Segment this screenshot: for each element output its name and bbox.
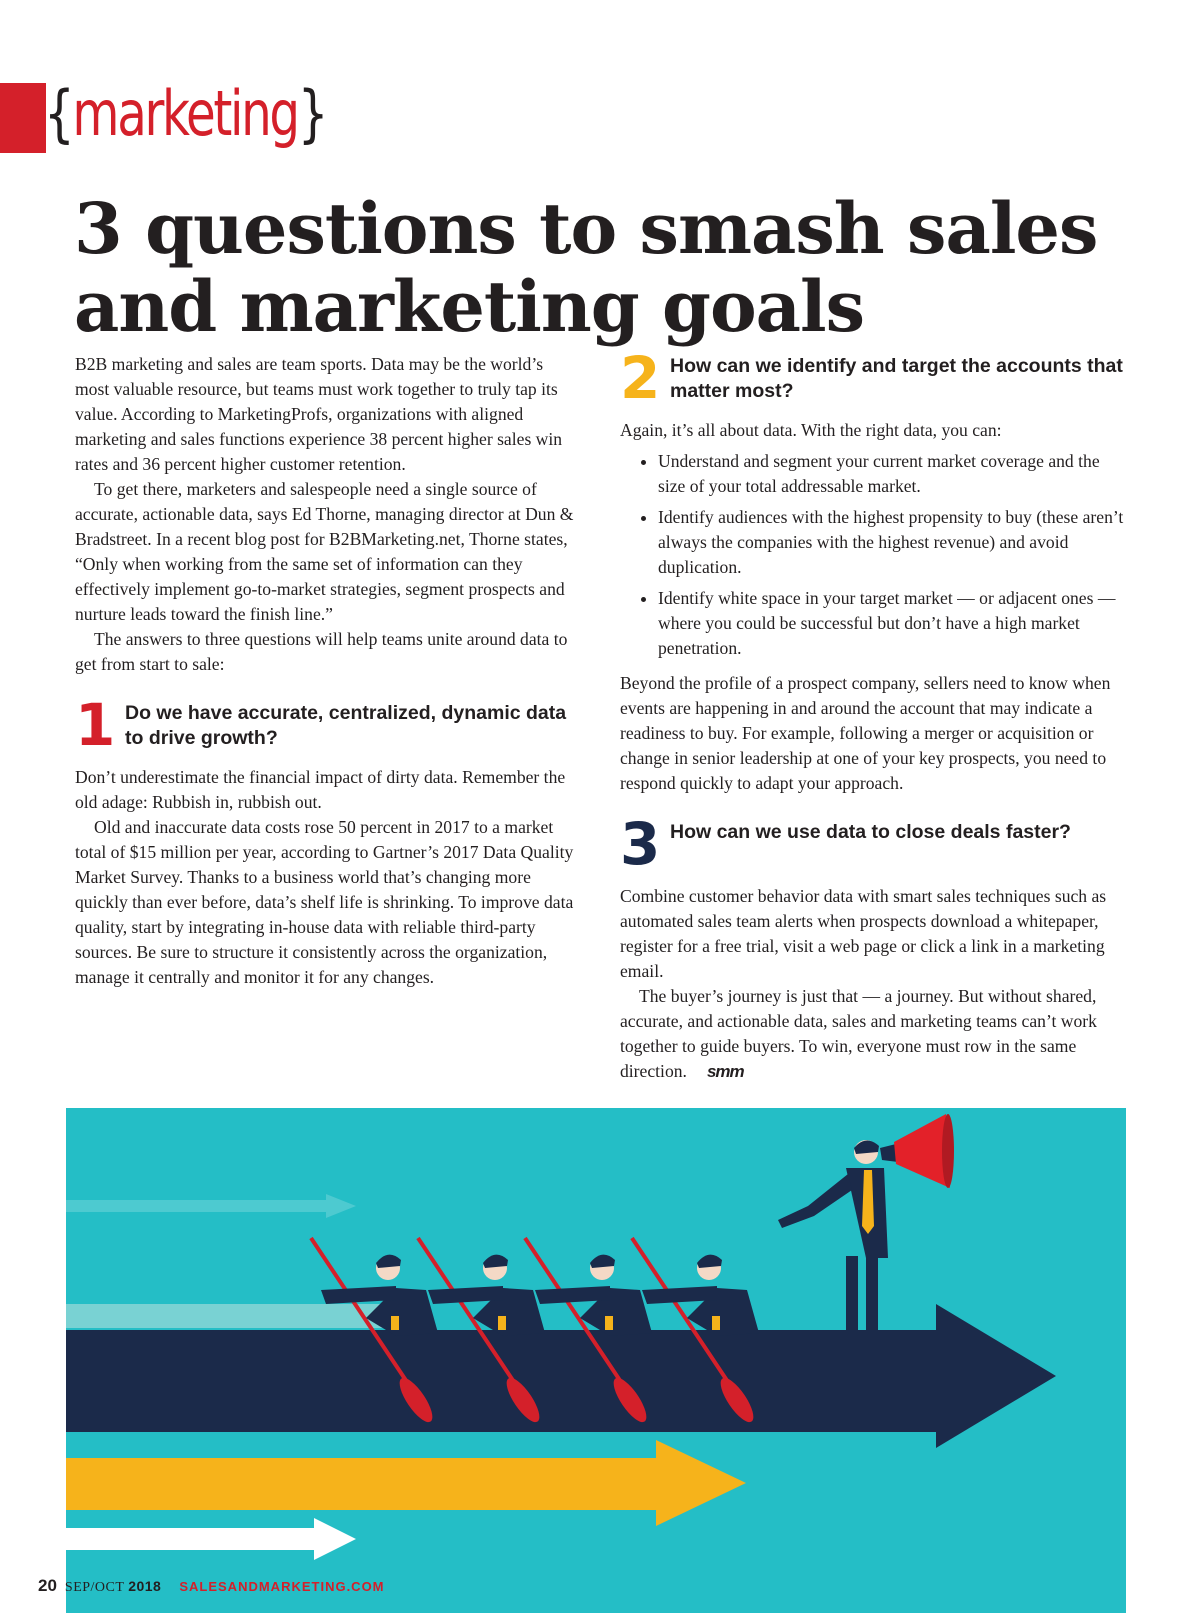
question-1-heading [75, 691, 580, 759]
question-1-paragraph-2: Old and inaccurate data costs rose 50 percent in 2017 to a market total of $15 million per year, according to Gartner’s 2017 Data Quality Market Survey. Thanks to a business world that’s changing more quickly than ever before, data’s shelf life is shrinking. To improve data quality, start by integrating in-house data with reliable third-party sources. Be sure to structure it consistently across the organization, manage it centrally and monitor it for any changes. [75, 817, 574, 987]
section-tag-red-bar [0, 83, 46, 153]
question-2-bullet-list [620, 449, 1125, 661]
pale-stripe [66, 1304, 386, 1328]
intro-paragraph-1: B2B marketing and sales are team sports. Data may be the world’s most valuable resource, but teams must work together to truly tap its value. According to MarketingProfs, organizations with aligned marketing and sales functions experience 38 percent higher sales win rates and 36 percent higher customer retention. [75, 354, 563, 474]
illustration-graphic [66, 1108, 1126, 1613]
smm-end-mark: smm [706, 1062, 744, 1081]
white-arrow-head [314, 1518, 356, 1560]
question-2-title: How can we identify and target the accounts that matter most? [670, 355, 1123, 402]
question-2-lead: Again, it’s all about data. With the right data, you can: [620, 420, 1002, 440]
issue-month: SEP/OCT [64, 1580, 125, 1595]
right-column [620, 344, 1125, 1084]
close-brace: } [297, 77, 327, 150]
bullet-item: • Understand and segment your current market coverage and the size of your total addressable market. [658, 449, 1125, 499]
faint-stripe [66, 1200, 326, 1212]
left-column [75, 352, 580, 990]
question-3-number: 3 [620, 810, 659, 878]
page-number: 20 [38, 1576, 57, 1595]
article-headline: 3 questions to smash sales and marketing goals [74, 187, 1098, 348]
issue-year: 2018 [128, 1578, 162, 1594]
section-tag-label [44, 77, 326, 150]
question-3-paragraph-1: Combine customer behavior data with smart sales techniques such as automated sales team alerts when prospects download a whitepaper, register for a free trial, visit a web page or click a link in a marketing email. [620, 886, 1107, 981]
question-1-title: Do we have accurate, centralized, dynamic data to drive growth? [125, 702, 567, 749]
intro-paragraph-3: The answers to three questions will help teams unite around data to get from start to sale: [75, 629, 568, 674]
question-1-number: 1 [75, 691, 114, 759]
faint-stripe-tip [326, 1194, 356, 1218]
navy-arrow-head [936, 1304, 1056, 1448]
question-1-paragraph-1: Don’t underestimate the financial impact of dirty data. Remember the old adage: Rubbish in, rubbish out. [75, 767, 566, 812]
section-word: marketing [72, 77, 298, 150]
issue-date [65, 1580, 161, 1595]
bullet-item: • Identify white space in your target market — or adjacent ones — where you could be successful but don’t have a high market penetration. [658, 586, 1125, 661]
white-arrow-body [66, 1528, 321, 1550]
question-2-paragraph-2: Beyond the profile of a prospect company, sellers need to know when events are happening in and around the account that may indicate a readiness to buy. For example, following a merger or acquisition or change in senior leadership at one of your key prospects, you need to respond quickly to adapt your approach. [620, 673, 1111, 793]
page-footer [38, 1576, 385, 1596]
question-3-heading [620, 810, 1125, 878]
question-3-paragraph-2 [620, 984, 1125, 1084]
question-3-title: How can we use data to close deals faster? [670, 821, 1071, 843]
yellow-arrow-body [66, 1458, 666, 1510]
question-2-heading [620, 344, 1125, 412]
bullet-item: • Identify audiences with the highest propensity to buy (these aren’t always the companies with the highest revenue) and avoid duplication. [658, 505, 1125, 580]
intro-paragraph-2: To get there, marketers and salespeople need a single source of accurate, actionable data, says Ed Thorne, managing director at Dun & Bradstreet. In a recent blog post for B2BMarketing.net, Thorne states, “Only when working from the same set of information can they effectively implement go-to-market strategies, segment prospects and nurture leads toward the finish line.” [75, 479, 574, 624]
yellow-arrow-head [656, 1440, 746, 1526]
open-brace: { [44, 77, 73, 150]
site-url: SALESANDMARKETING.COM [179, 1579, 385, 1594]
question-2-number: 2 [620, 344, 659, 412]
navy-arrow-body [66, 1330, 946, 1432]
leader-with-megaphone [778, 1114, 954, 1332]
question-3-paragraph-2-text: The buyer’s journey is just that — a journey. But without shared, accurate, and actionable data, sales and marketing teams can’t work together to guide buyers. To win, everyone must row in the same direction. [620, 986, 1097, 1081]
rowing-team-illustration [66, 1108, 1126, 1613]
